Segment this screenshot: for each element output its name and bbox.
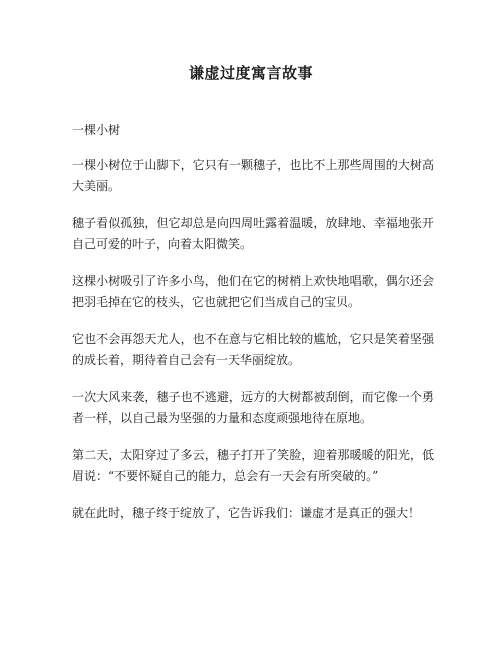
paragraph: 第二天，太阳穿过了多云，穗子打开了笑脸，迎着那暖暖的阳光，低眉说：“不要怀疑自己的能力，总会有一天会有所突破的。” [72,448,434,483]
paragraph: 一棵小树位于山脚下，它只有一颗穗子，也比不上那些周围的大树高大美丽。 [72,158,434,193]
paragraph: 一次大风来袭，穗子也不逃避，远方的大树都被刮倒，而它像一个勇者一样，以自己最为坚强的力量和态度顽强地待在原地。 [72,390,434,425]
section-heading: 一棵小树 [72,123,121,137]
paragraph: 它也不会再怨天尤人，也不在意与它相比较的尴尬，它只是笑着坚强的成长着，期待着自己会有一天华丽绽放。 [72,332,434,367]
paragraph: 穗子看似孤独，但它却总是向四周吐露着温暖，放肆地、幸福地张开自己可爱的叶子，向着太阳微笑。 [72,216,434,251]
paragraph: 这棵小树吸引了许多小鸟，他们在它的树梢上欢快地唱歌，偶尔还会把羽毛掉在它的枝头，它也就把它们当成自己的宝贝。 [72,274,434,309]
document-title: 谦虚过度寓言故事 [188,64,313,82]
document-body [72,120,434,540]
paragraph: 就在此时，穗子终于绽放了，它告诉我们：谦虚才是真正的强大！ [72,506,421,520]
